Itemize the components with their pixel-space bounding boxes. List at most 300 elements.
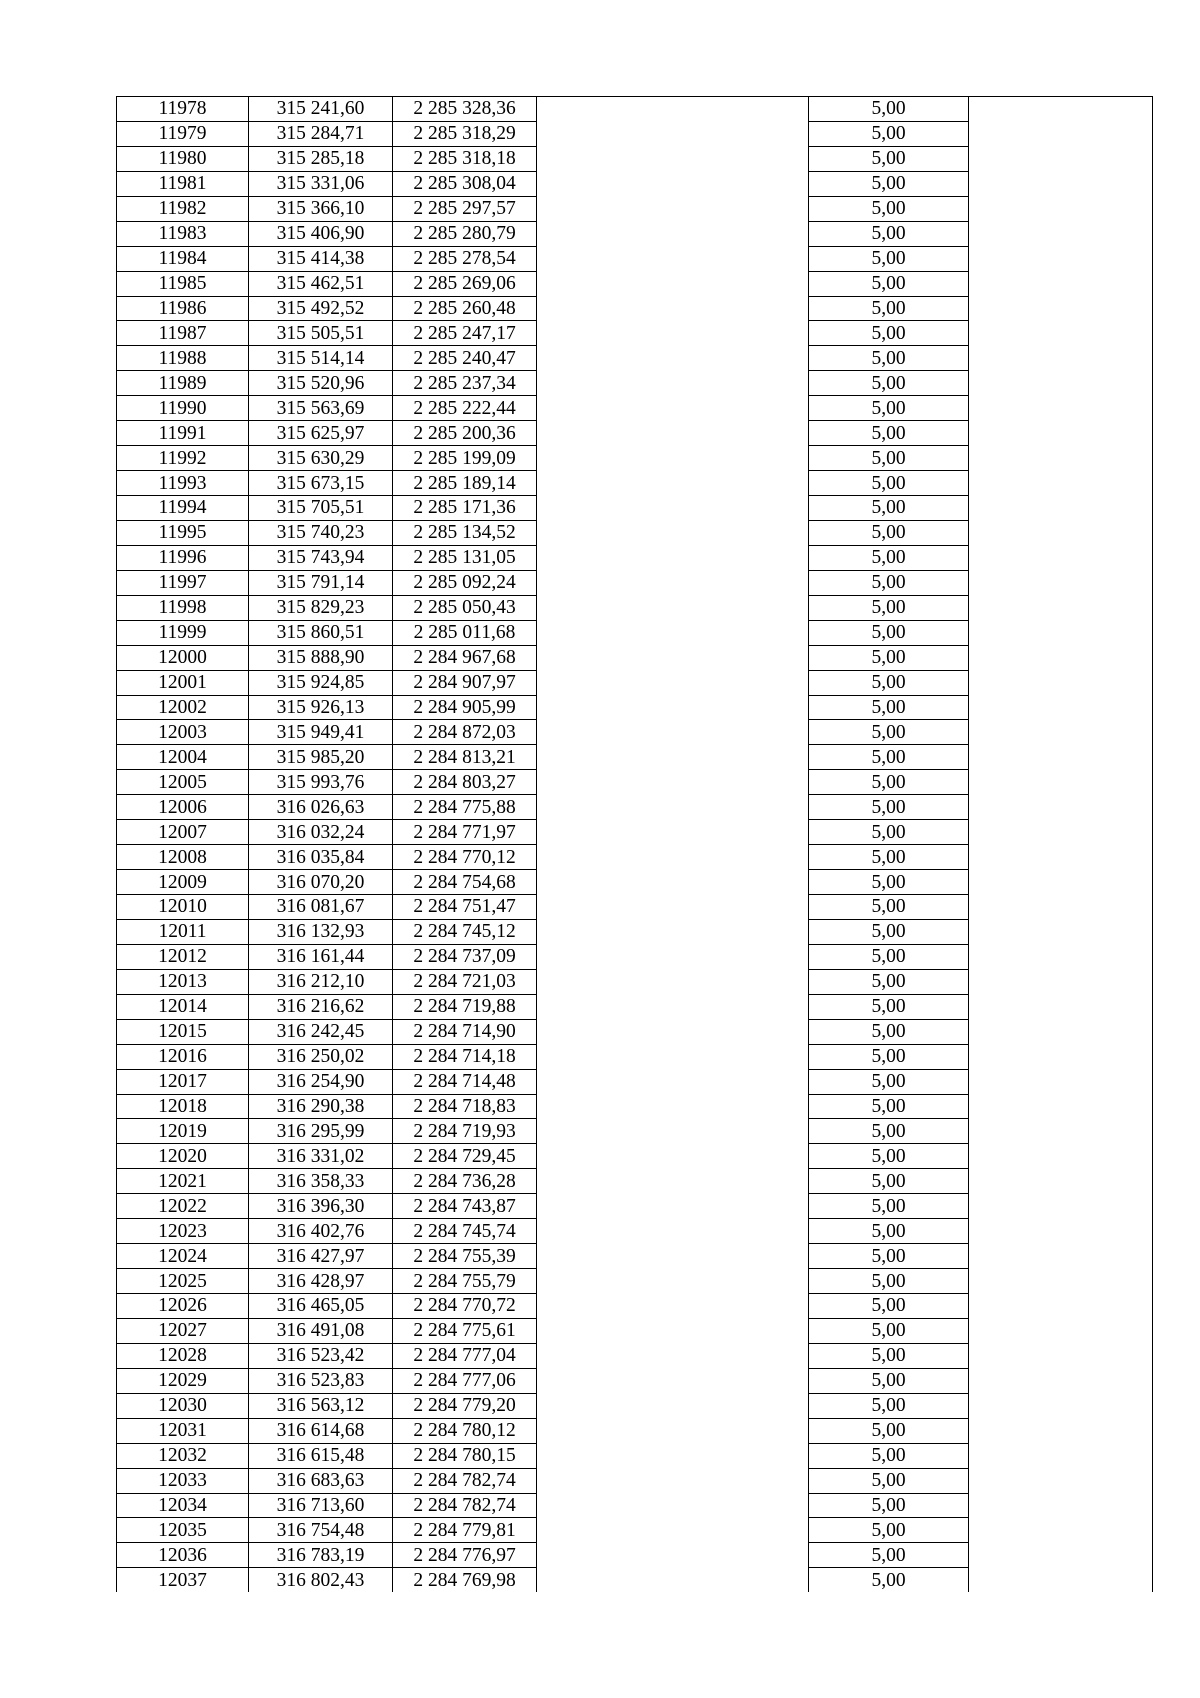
y-coordinate-cell: 2 285 134,52: [393, 520, 537, 545]
x-coordinate-cell: 315 563,69: [249, 396, 393, 421]
blank-cell: [969, 845, 1153, 870]
y-coordinate-cell: 2 285 308,04: [393, 171, 537, 196]
accuracy-cell: 5,00: [809, 1493, 969, 1518]
table-row: [117, 695, 1153, 720]
y-coordinate-cell: 2 285 247,17: [393, 321, 537, 346]
y-coordinate-cell: 2 284 872,03: [393, 720, 537, 745]
table-row: [117, 870, 1153, 895]
blank-cell: [537, 520, 809, 545]
blank-cell: [969, 645, 1153, 670]
y-coordinate-cell: 2 285 199,09: [393, 446, 537, 471]
point-number-cell: 11991: [117, 421, 249, 446]
x-coordinate-cell: 315 985,20: [249, 745, 393, 770]
table-row: [117, 1443, 1153, 1468]
table-row: [117, 346, 1153, 371]
x-coordinate-cell: 315 285,18: [249, 146, 393, 171]
coordinate-table: [116, 96, 1153, 1592]
blank-cell: [537, 1119, 809, 1144]
blank-cell: [969, 545, 1153, 570]
blank-cell: [537, 246, 809, 271]
y-coordinate-cell: 2 284 719,93: [393, 1119, 537, 1144]
x-coordinate-cell: 316 212,10: [249, 969, 393, 994]
y-coordinate-cell: 2 284 771,97: [393, 820, 537, 845]
point-number-cell: 12037: [117, 1568, 249, 1592]
blank-cell: [969, 321, 1153, 346]
y-coordinate-cell: 2 284 967,68: [393, 645, 537, 670]
y-coordinate-cell: 2 284 729,45: [393, 1144, 537, 1169]
point-number-cell: 12006: [117, 795, 249, 820]
blank-cell: [537, 919, 809, 944]
table-row: [117, 1219, 1153, 1244]
blank-cell: [969, 1219, 1153, 1244]
point-number-cell: 12030: [117, 1393, 249, 1418]
y-coordinate-cell: 2 284 718,83: [393, 1094, 537, 1119]
y-coordinate-cell: 2 285 189,14: [393, 471, 537, 496]
y-coordinate-cell: 2 285 171,36: [393, 496, 537, 521]
table-row: [117, 396, 1153, 421]
x-coordinate-cell: 316 132,93: [249, 919, 393, 944]
accuracy-cell: 5,00: [809, 1244, 969, 1269]
accuracy-cell: 5,00: [809, 720, 969, 745]
y-coordinate-cell: 2 284 769,98: [393, 1568, 537, 1592]
x-coordinate-cell: 315 284,71: [249, 121, 393, 146]
blank-cell: [969, 745, 1153, 770]
point-number-cell: 12018: [117, 1094, 249, 1119]
blank-cell: [537, 695, 809, 720]
point-number-cell: 11978: [117, 97, 249, 122]
accuracy-cell: 5,00: [809, 471, 969, 496]
table-row: [117, 1318, 1153, 1343]
blank-cell: [537, 1443, 809, 1468]
x-coordinate-cell: 316 250,02: [249, 1044, 393, 1069]
table-row: [117, 1294, 1153, 1319]
table-row: [117, 820, 1153, 845]
x-coordinate-cell: 315 829,23: [249, 595, 393, 620]
x-coordinate-cell: 315 705,51: [249, 496, 393, 521]
x-coordinate-cell: 315 791,14: [249, 570, 393, 595]
y-coordinate-cell: 2 284 755,79: [393, 1269, 537, 1294]
point-number-cell: 11992: [117, 446, 249, 471]
y-coordinate-cell: 2 285 318,18: [393, 146, 537, 171]
blank-cell: [537, 795, 809, 820]
blank-cell: [537, 1069, 809, 1094]
point-number-cell: 12015: [117, 1019, 249, 1044]
y-coordinate-cell: 2 285 328,36: [393, 97, 537, 122]
point-number-cell: 11988: [117, 346, 249, 371]
accuracy-cell: 5,00: [809, 695, 969, 720]
accuracy-cell: 5,00: [809, 97, 969, 122]
table-row: [117, 471, 1153, 496]
accuracy-cell: 5,00: [809, 545, 969, 570]
point-number-cell: 12008: [117, 845, 249, 870]
x-coordinate-cell: 315 462,51: [249, 271, 393, 296]
y-coordinate-cell: 2 284 775,88: [393, 795, 537, 820]
y-coordinate-cell: 2 285 131,05: [393, 545, 537, 570]
blank-cell: [969, 595, 1153, 620]
blank-cell: [969, 196, 1153, 221]
x-coordinate-cell: 316 396,30: [249, 1194, 393, 1219]
accuracy-cell: 5,00: [809, 1269, 969, 1294]
y-coordinate-cell: 2 284 770,12: [393, 845, 537, 870]
table-row: [117, 146, 1153, 171]
y-coordinate-cell: 2 284 714,18: [393, 1044, 537, 1069]
x-coordinate-cell: 316 295,99: [249, 1119, 393, 1144]
accuracy-cell: 5,00: [809, 895, 969, 920]
blank-cell: [969, 1468, 1153, 1493]
table-row: [117, 1568, 1153, 1592]
accuracy-cell: 5,00: [809, 820, 969, 845]
point-number-cell: 12025: [117, 1269, 249, 1294]
x-coordinate-cell: 316 026,63: [249, 795, 393, 820]
blank-cell: [537, 820, 809, 845]
y-coordinate-cell: 2 284 745,12: [393, 919, 537, 944]
y-coordinate-cell: 2 284 776,97: [393, 1543, 537, 1568]
accuracy-cell: 5,00: [809, 1393, 969, 1418]
x-coordinate-cell: 316 358,33: [249, 1169, 393, 1194]
x-coordinate-cell: 316 465,05: [249, 1294, 393, 1319]
blank-cell: [969, 1518, 1153, 1543]
accuracy-cell: 5,00: [809, 346, 969, 371]
blank-cell: [537, 1343, 809, 1368]
blank-cell: [537, 396, 809, 421]
table-row: [117, 770, 1153, 795]
x-coordinate-cell: 315 514,14: [249, 346, 393, 371]
table-row: [117, 1194, 1153, 1219]
point-number-cell: 11995: [117, 520, 249, 545]
x-coordinate-cell: 316 523,83: [249, 1368, 393, 1393]
point-number-cell: 11982: [117, 196, 249, 221]
y-coordinate-cell: 2 284 782,74: [393, 1468, 537, 1493]
blank-cell: [537, 471, 809, 496]
blank-cell: [969, 944, 1153, 969]
blank-cell: [969, 919, 1153, 944]
point-number-cell: 12000: [117, 645, 249, 670]
blank-cell: [537, 1568, 809, 1592]
table-row: [117, 1393, 1153, 1418]
accuracy-cell: 5,00: [809, 1069, 969, 1094]
x-coordinate-cell: 316 081,67: [249, 895, 393, 920]
y-coordinate-cell: 2 284 813,21: [393, 745, 537, 770]
x-coordinate-cell: 315 520,96: [249, 371, 393, 396]
y-coordinate-cell: 2 284 754,68: [393, 870, 537, 895]
point-number-cell: 11999: [117, 620, 249, 645]
accuracy-cell: 5,00: [809, 446, 969, 471]
x-coordinate-cell: 315 888,90: [249, 645, 393, 670]
table-row: [117, 446, 1153, 471]
point-number-cell: 12032: [117, 1443, 249, 1468]
x-coordinate-cell: 315 740,23: [249, 520, 393, 545]
table-row: [117, 1019, 1153, 1044]
y-coordinate-cell: 2 284 755,39: [393, 1244, 537, 1269]
blank-cell: [969, 570, 1153, 595]
accuracy-cell: 5,00: [809, 1568, 969, 1592]
accuracy-cell: 5,00: [809, 371, 969, 396]
blank-cell: [969, 421, 1153, 446]
blank-cell: [969, 346, 1153, 371]
point-number-cell: 12011: [117, 919, 249, 944]
blank-cell: [969, 121, 1153, 146]
blank-cell: [969, 620, 1153, 645]
table-row: [117, 496, 1153, 521]
point-number-cell: 12026: [117, 1294, 249, 1319]
x-coordinate-cell: 315 673,15: [249, 471, 393, 496]
blank-cell: [969, 695, 1153, 720]
blank-cell: [537, 745, 809, 770]
x-coordinate-cell: 316 428,97: [249, 1269, 393, 1294]
x-coordinate-cell: 316 615,48: [249, 1443, 393, 1468]
point-number-cell: 12009: [117, 870, 249, 895]
y-coordinate-cell: 2 284 779,20: [393, 1393, 537, 1418]
y-coordinate-cell: 2 284 770,72: [393, 1294, 537, 1319]
table-row: [117, 1144, 1153, 1169]
blank-cell: [969, 1568, 1153, 1592]
point-number-cell: 12020: [117, 1144, 249, 1169]
accuracy-cell: 5,00: [809, 271, 969, 296]
x-coordinate-cell: 315 630,29: [249, 446, 393, 471]
table-row: [117, 1493, 1153, 1518]
point-number-cell: 12021: [117, 1169, 249, 1194]
table-row: [117, 570, 1153, 595]
blank-cell: [537, 97, 809, 122]
blank-cell: [537, 1169, 809, 1194]
x-coordinate-cell: 316 254,90: [249, 1069, 393, 1094]
blank-cell: [969, 1044, 1153, 1069]
x-coordinate-cell: 316 802,43: [249, 1568, 393, 1592]
x-coordinate-cell: 316 216,62: [249, 994, 393, 1019]
table-row: [117, 745, 1153, 770]
blank-cell: [969, 1393, 1153, 1418]
x-coordinate-cell: 315 406,90: [249, 221, 393, 246]
blank-cell: [537, 1368, 809, 1393]
blank-cell: [969, 994, 1153, 1019]
accuracy-cell: 5,00: [809, 745, 969, 770]
blank-cell: [969, 1144, 1153, 1169]
x-coordinate-cell: 315 414,38: [249, 246, 393, 271]
y-coordinate-cell: 2 285 011,68: [393, 620, 537, 645]
blank-cell: [969, 396, 1153, 421]
accuracy-cell: 5,00: [809, 1144, 969, 1169]
x-coordinate-cell: 316 754,48: [249, 1518, 393, 1543]
table-row: [117, 520, 1153, 545]
table-row: [117, 1269, 1153, 1294]
blank-cell: [969, 969, 1153, 994]
point-number-cell: 12017: [117, 1069, 249, 1094]
blank-cell: [969, 271, 1153, 296]
blank-cell: [537, 1244, 809, 1269]
blank-cell: [969, 1493, 1153, 1518]
y-coordinate-cell: 2 285 050,43: [393, 595, 537, 620]
point-number-cell: 11989: [117, 371, 249, 396]
blank-cell: [969, 1069, 1153, 1094]
point-number-cell: 12013: [117, 969, 249, 994]
x-coordinate-cell: 316 035,84: [249, 845, 393, 870]
point-number-cell: 11981: [117, 171, 249, 196]
table-row: [117, 545, 1153, 570]
x-coordinate-cell: 316 783,19: [249, 1543, 393, 1568]
blank-cell: [537, 1518, 809, 1543]
point-number-cell: 12016: [117, 1044, 249, 1069]
blank-cell: [537, 146, 809, 171]
blank-cell: [537, 346, 809, 371]
y-coordinate-cell: 2 284 777,06: [393, 1368, 537, 1393]
accuracy-cell: 5,00: [809, 1518, 969, 1543]
point-number-cell: 11998: [117, 595, 249, 620]
point-number-cell: 11990: [117, 396, 249, 421]
x-coordinate-cell: 316 523,42: [249, 1343, 393, 1368]
y-coordinate-cell: 2 284 779,81: [393, 1518, 537, 1543]
point-number-cell: 11986: [117, 296, 249, 321]
blank-cell: [969, 296, 1153, 321]
y-coordinate-cell: 2 285 318,29: [393, 121, 537, 146]
table-row: [117, 1368, 1153, 1393]
x-coordinate-cell: 316 331,02: [249, 1144, 393, 1169]
x-coordinate-cell: 315 926,13: [249, 695, 393, 720]
blank-cell: [537, 1393, 809, 1418]
x-coordinate-cell: 316 491,08: [249, 1318, 393, 1343]
y-coordinate-cell: 2 284 751,47: [393, 895, 537, 920]
table-row: [117, 1044, 1153, 1069]
point-number-cell: 11985: [117, 271, 249, 296]
blank-cell: [537, 720, 809, 745]
x-coordinate-cell: 315 241,60: [249, 97, 393, 122]
table-row: [117, 795, 1153, 820]
table-row: [117, 421, 1153, 446]
table-row: [117, 1343, 1153, 1368]
blank-cell: [537, 1269, 809, 1294]
accuracy-cell: 5,00: [809, 396, 969, 421]
accuracy-cell: 5,00: [809, 1468, 969, 1493]
point-number-cell: 12007: [117, 820, 249, 845]
blank-cell: [969, 1368, 1153, 1393]
x-coordinate-cell: 315 625,97: [249, 421, 393, 446]
accuracy-cell: 5,00: [809, 296, 969, 321]
y-coordinate-cell: 2 284 714,90: [393, 1019, 537, 1044]
table-row: [117, 1094, 1153, 1119]
point-number-cell: 12034: [117, 1493, 249, 1518]
table-row: [117, 994, 1153, 1019]
blank-cell: [969, 496, 1153, 521]
blank-cell: [537, 496, 809, 521]
x-coordinate-cell: 315 860,51: [249, 620, 393, 645]
accuracy-cell: 5,00: [809, 221, 969, 246]
blank-cell: [537, 446, 809, 471]
x-coordinate-cell: 315 924,85: [249, 670, 393, 695]
blank-cell: [537, 1468, 809, 1493]
table-row: [117, 371, 1153, 396]
blank-cell: [969, 221, 1153, 246]
point-number-cell: 12036: [117, 1543, 249, 1568]
accuracy-cell: 5,00: [809, 795, 969, 820]
blank-cell: [969, 795, 1153, 820]
x-coordinate-cell: 316 427,97: [249, 1244, 393, 1269]
accuracy-cell: 5,00: [809, 1343, 969, 1368]
accuracy-cell: 5,00: [809, 1194, 969, 1219]
point-number-cell: 11979: [117, 121, 249, 146]
x-coordinate-cell: 315 993,76: [249, 770, 393, 795]
blank-cell: [969, 371, 1153, 396]
accuracy-cell: 5,00: [809, 520, 969, 545]
table-row: [117, 1119, 1153, 1144]
blank-cell: [537, 670, 809, 695]
point-number-cell: 12035: [117, 1518, 249, 1543]
accuracy-cell: 5,00: [809, 1094, 969, 1119]
point-number-cell: 12024: [117, 1244, 249, 1269]
accuracy-cell: 5,00: [809, 1119, 969, 1144]
blank-cell: [969, 1294, 1153, 1319]
blank-cell: [969, 1318, 1153, 1343]
table-row: [117, 595, 1153, 620]
y-coordinate-cell: 2 284 905,99: [393, 695, 537, 720]
point-number-cell: 12003: [117, 720, 249, 745]
blank-cell: [969, 820, 1153, 845]
point-number-cell: 12001: [117, 670, 249, 695]
y-coordinate-cell: 2 285 222,44: [393, 396, 537, 421]
point-number-cell: 12033: [117, 1468, 249, 1493]
accuracy-cell: 5,00: [809, 870, 969, 895]
blank-cell: [537, 321, 809, 346]
blank-cell: [969, 446, 1153, 471]
y-coordinate-cell: 2 284 780,12: [393, 1418, 537, 1443]
y-coordinate-cell: 2 284 719,88: [393, 994, 537, 1019]
point-number-cell: 12005: [117, 770, 249, 795]
x-coordinate-cell: 315 366,10: [249, 196, 393, 221]
accuracy-cell: 5,00: [809, 845, 969, 870]
point-number-cell: 12028: [117, 1343, 249, 1368]
table-row: [117, 271, 1153, 296]
x-coordinate-cell: 316 070,20: [249, 870, 393, 895]
y-coordinate-cell: 2 285 269,06: [393, 271, 537, 296]
accuracy-cell: 5,00: [809, 246, 969, 271]
table-row: [117, 1468, 1153, 1493]
accuracy-cell: 5,00: [809, 496, 969, 521]
accuracy-cell: 5,00: [809, 570, 969, 595]
blank-cell: [969, 1019, 1153, 1044]
blank-cell: [969, 1244, 1153, 1269]
x-coordinate-cell: 316 402,76: [249, 1219, 393, 1244]
table-row: [117, 196, 1153, 221]
x-coordinate-cell: 316 242,45: [249, 1019, 393, 1044]
y-coordinate-cell: 2 285 200,36: [393, 421, 537, 446]
table-row: [117, 221, 1153, 246]
blank-cell: [969, 171, 1153, 196]
table-row: [117, 246, 1153, 271]
blank-cell: [537, 1144, 809, 1169]
blank-cell: [537, 171, 809, 196]
blank-cell: [537, 1019, 809, 1044]
blank-cell: [537, 595, 809, 620]
y-coordinate-cell: 2 284 736,28: [393, 1169, 537, 1194]
accuracy-cell: 5,00: [809, 1169, 969, 1194]
table-row: [117, 969, 1153, 994]
y-coordinate-cell: 2 284 743,87: [393, 1194, 537, 1219]
blank-cell: [969, 1443, 1153, 1468]
point-number-cell: 11980: [117, 146, 249, 171]
accuracy-cell: 5,00: [809, 770, 969, 795]
blank-cell: [537, 545, 809, 570]
y-coordinate-cell: 2 285 260,48: [393, 296, 537, 321]
y-coordinate-cell: 2 284 775,61: [393, 1318, 537, 1343]
accuracy-cell: 5,00: [809, 1368, 969, 1393]
accuracy-cell: 5,00: [809, 1443, 969, 1468]
point-number-cell: 11987: [117, 321, 249, 346]
point-number-cell: 12029: [117, 1368, 249, 1393]
blank-cell: [537, 296, 809, 321]
y-coordinate-cell: 2 285 237,34: [393, 371, 537, 396]
accuracy-cell: 5,00: [809, 620, 969, 645]
blank-cell: [537, 371, 809, 396]
x-coordinate-cell: 316 161,44: [249, 944, 393, 969]
blank-cell: [969, 1418, 1153, 1443]
